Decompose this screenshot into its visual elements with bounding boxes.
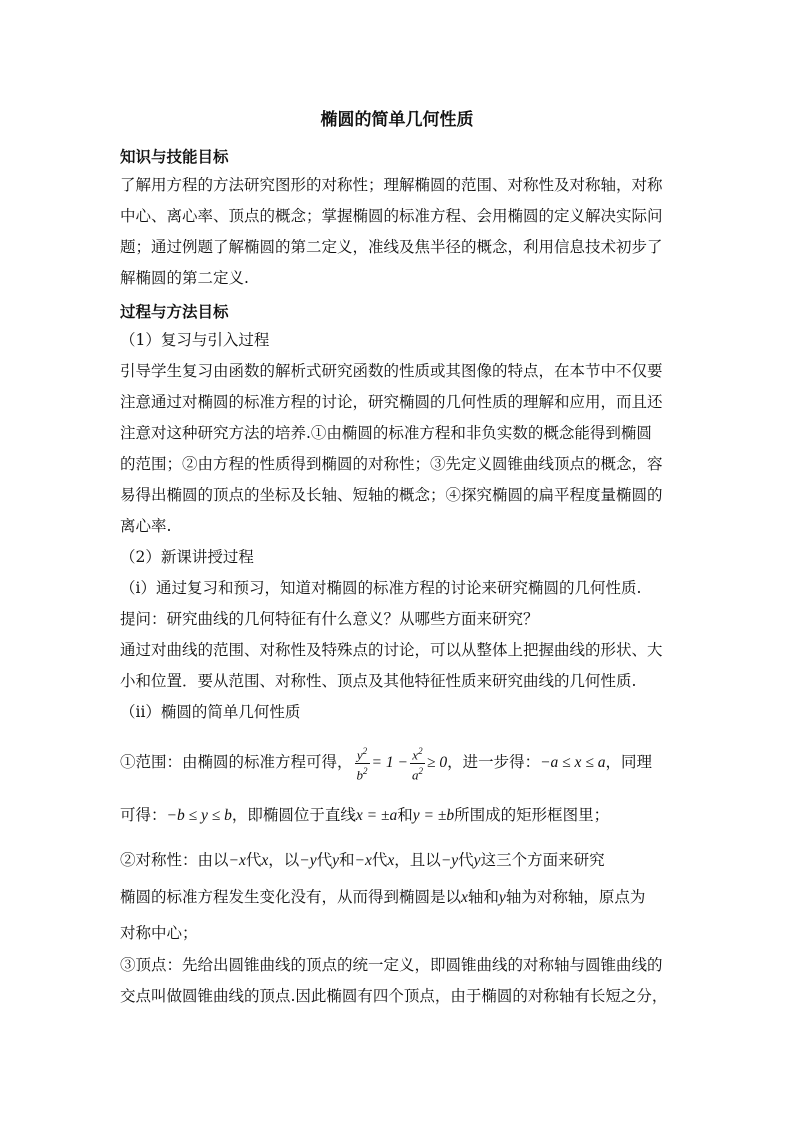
symmetry-line-1: ②对称性：由以−x代x，以−y代y和−x代x，且以−y代y这三个方面来研究 bbox=[120, 851, 605, 869]
text-line: 中心、离心率、顶点的概念；掌握椭圆的标准方程、会用椭圆的定义解决实际问 bbox=[120, 207, 663, 225]
subheading: （1）复习与引入过程 bbox=[120, 331, 270, 349]
text-line: 引导学生复习由函数的解析式研究函数的性质或其图像的特点，在本节中不仅要 bbox=[120, 362, 663, 380]
page-title: 椭圆的简单几何性质 bbox=[320, 110, 474, 130]
text-line: 小和位置．要从范围、对称性、顶点及其他特征性质来研究曲线的几何性质. bbox=[120, 672, 637, 690]
subheading: （2）新课讲授过程 bbox=[120, 548, 254, 566]
process-heading: 过程与方法目标 bbox=[120, 302, 229, 321]
text-line: 的范围；②由方程的性质得到椭圆的对称性；③先定义圆锥曲线顶点的概念，容 bbox=[120, 455, 663, 473]
text-line: 注意通过对椭圆的标准方程的讨论，研究椭圆的几何性质的理解和应用，而且还 bbox=[120, 393, 663, 411]
text-line: 了解用方程的方法研究图形的对称性；理解椭圆的范围、对称性及对称轴，对称 bbox=[120, 176, 663, 194]
text-line: ③顶点：先给出圆锥曲线的顶点的统一定义，即圆锥曲线的对称轴与圆锥曲线的 bbox=[120, 956, 663, 974]
text-line: 交点叫做圆锥曲线的顶点.因此椭圆有四个顶点，由于椭圆的对称轴有长短之分， bbox=[120, 987, 668, 1005]
process-paragraph bbox=[120, 325, 680, 728]
text-line: （i）通过复习和预习，知道对椭圆的标准方程的讨论来研究椭圆的几何性质. bbox=[120, 579, 642, 597]
vertex-paragraph bbox=[120, 950, 680, 1012]
text-line: 注意对这种研究方法的培养.①由椭圆的标准方程和非负实数的概念能得到椭圆 bbox=[120, 424, 652, 442]
knowledge-heading: 知识与技能目标 bbox=[120, 147, 229, 166]
text-line: 通过对曲线的范围、对称性及特殊点的讨论，可以从整体上把握曲线的形状、大 bbox=[120, 641, 663, 659]
text-line: 易得出椭圆的顶点的坐标及长轴、短轴的概念；④探究椭圆的扁平程度量椭圆的 bbox=[120, 486, 663, 504]
text-line: 解椭圆的第二定义. bbox=[120, 269, 249, 287]
fraction-y2-b2: $\frac{y^2}{b^2}$ bbox=[356, 746, 368, 782]
range-line-2: 可得：−b ≤ y ≤ b，即椭圆位于直线x = ±a和y = ±b所围成的矩形框图里； bbox=[120, 806, 610, 824]
range-line-1: ①范围：由椭圆的标准方程可得， $\frac{y^2}{b^2}$ = 1 − $\frac{x^2}{a^2}$ ≥ 0，进一步得：−a ≤ x ≤ a，同理 bbox=[120, 746, 652, 782]
symmetry-line-2: 椭圆的标准方程发生变化没有，从而得到椭圆是以x轴和y轴为对称轴，原点为 bbox=[120, 888, 646, 906]
subheading: （ii）椭圆的简单几何性质 bbox=[120, 703, 301, 721]
fraction-x2-a2: $\frac{x^2}{a^2}$ bbox=[411, 746, 423, 782]
knowledge-paragraph bbox=[120, 170, 680, 294]
text-line: 题；通过例题了解椭圆的第二定义，准线及焦半径的概念，利用信息技术初步了 bbox=[120, 238, 663, 256]
symmetry-line-3: 对称中心； bbox=[120, 924, 198, 942]
text-line: 提问：研究曲线的几何特征有什么意义？从哪些方面来研究？ bbox=[120, 610, 539, 628]
text-line: 离心率. bbox=[120, 517, 172, 535]
